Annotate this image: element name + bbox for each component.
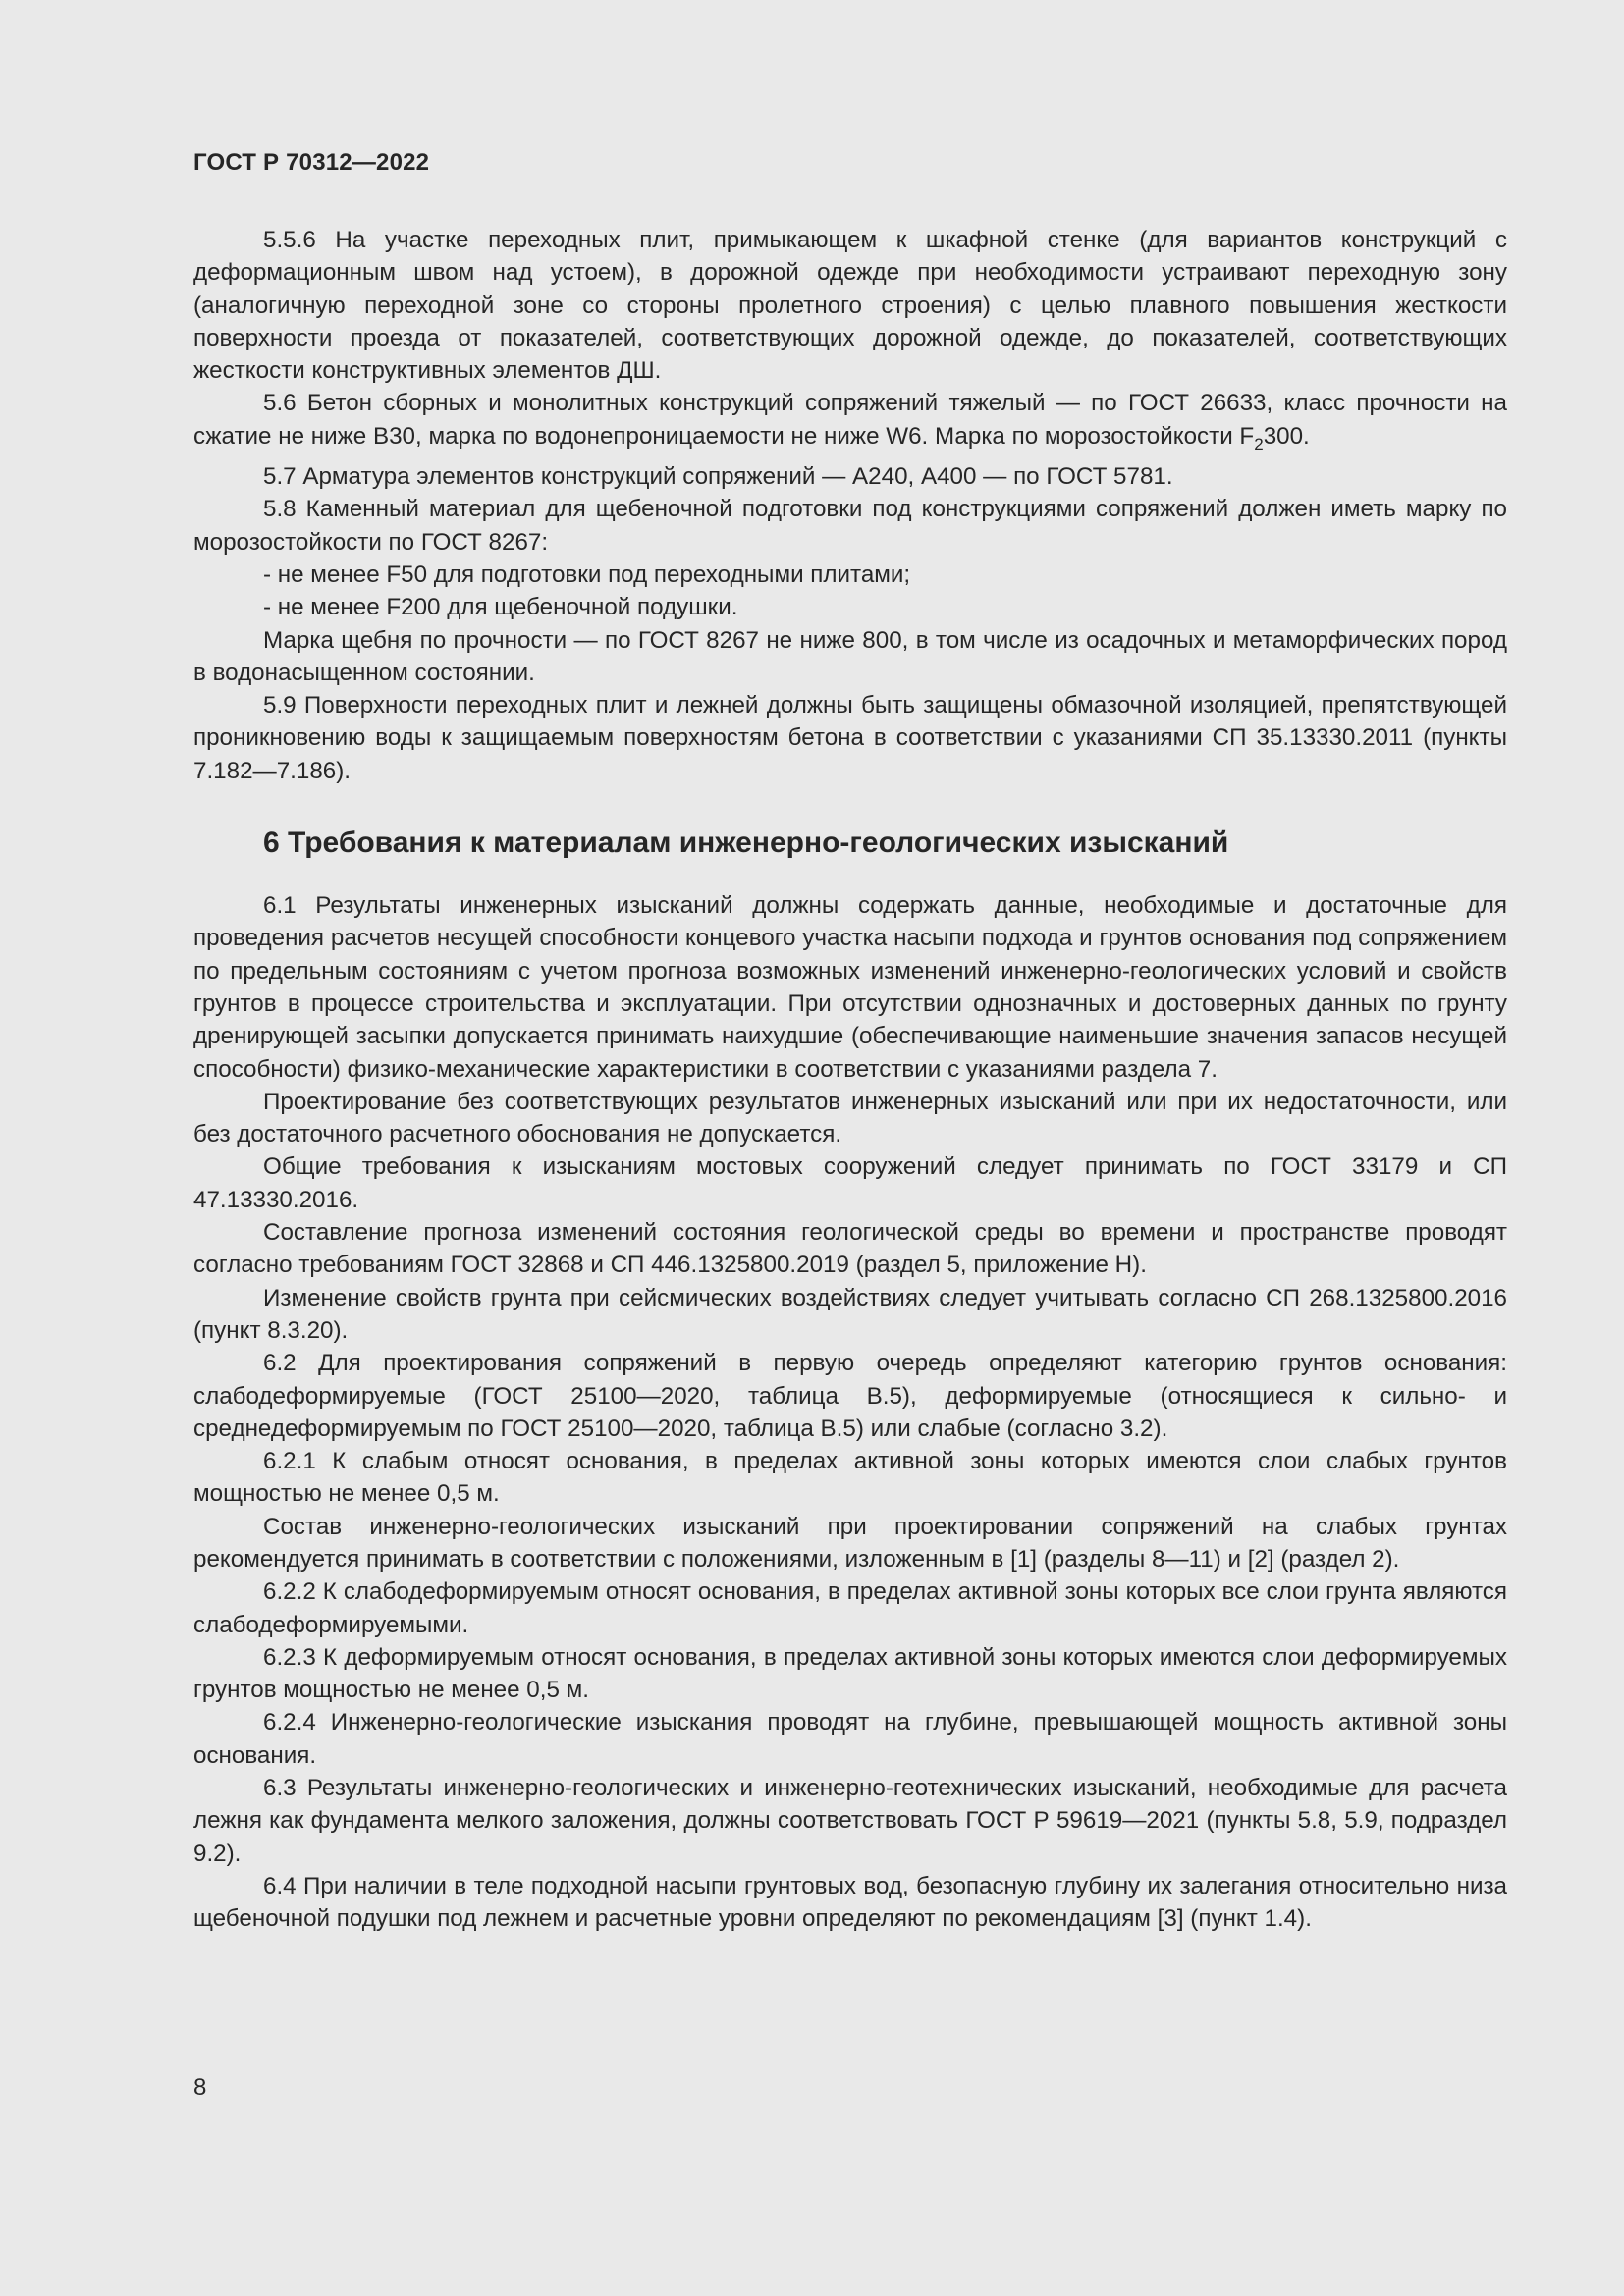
paragraph-5-8: 5.8 Каменный материал для щебеночной подготовки под конструкциями сопряжений должен иметь марку по морозостойкости по ГОСТ 8267: [193,496,1507,556]
standard-id-header: ГОСТ Р 70312—2022 [193,149,430,176]
paragraph-5-6 [193,387,1507,460]
paragraph-5-6-text: 5.6 Бетон сборных и монолитных конструкций сопряжений тяжелый — по ГОСТ 26633, класс прочности на сжатие не ниже В30, марка по водонепроницаемости не ниже W6. Марка по морозостойкости F [193,390,1507,450]
paragraph-6-1: 6.1 Результаты инженерных изысканий должны содержать данные, необходимые и достаточные для проведения расчетов несущей способности концевого участка насыпи подхода и грунтов основания под сопряжением по предельным состояниям с учетом прогноза возможных изменений инженерно-геологических условий и свойств грунтов в процессе строительства и эксплуатации. При отсутствии однозначных и достоверных данных по грунту дренирующей засыпки допускается принимать наихудшие (обеспечивающие наименьшие значения запасов несущей способности) физико-механические характеристики в соответствии с указаниями раздела 7. [193,892,1507,1083]
paragraph-6-2-3: 6.2.3 К деформируемым относят основания, в пределах активной зоны которых имеются слои деформируемых грунтов мощностью не менее 0,5 м. [193,1643,1507,1704]
paragraph-5-7: 5.7 Арматура элементов конструкций сопряжений — А240, А400 — по ГОСТ 5781. [263,463,1173,491]
page-number: 8 [193,2074,207,2101]
paragraph-6-1-seismic: Изменение свойств грунта при сейсмических воздействиях следует учитывать согласно СП 268.1325800.2016 (пункт 8.3.20). [193,1284,1507,1344]
paragraph-6-2-1-composition: Состав инженерно-геологических изысканий при проектировании сопряжений на слабых грунтах рекомендуется принимать в соответствии с положениями, изложенным в [1] (разделы 8—11) и [2] (раздел 2). [193,1513,1507,1573]
paragraph-6-3: 6.3 Результаты инженерно-геологических и инженерно-геотехнических изысканий, необходимые для расчета лежня как фундамента мелкого заложения, должны соответствовать ГОСТ Р 59619—2021 (пункты 5.8, 5.9, подраздел 9.2). [193,1775,1507,1867]
paragraph-6-1-design: Проектирование без соответствующих результатов инженерных изысканий или при их недостаточности, или без достаточного расчетного обоснования не допускается. [193,1088,1507,1148]
paragraph-6-2: 6.2 Для проектирования сопряжений в первую очередь определяют категорию грунтов основания: слабодеформируемые (ГОСТ 25100—2020, таблица В.5), деформируемые (относящиеся к сильно- и среднедеформируемым по ГОСТ 25100—2020, таблица В.5) или слабые (согласно 3.2). [193,1350,1507,1442]
paragraph-5-9: 5.9 Поверхности переходных плит и лежней должны быть защищены обмазочной изоляцией, препятствующей проникновению воды к защищаемым поверхностям бетона в соответствии с указаниями СП 35.13330.2011 (пункты 7.182—7.186). [193,692,1507,784]
paragraph-6-2-1: 6.2.1 К слабым относят основания, в пределах активной зоны которых имеются слои слабых грунтов мощностью не менее 0,5 м. [193,1448,1507,1508]
frost-grade-value: 300. [1263,422,1310,450]
section-6-heading: 6 Требования к материалам инженерно-геологических изысканий [263,827,1229,860]
paragraph-5-8-tail: Марка щебня по прочности — по ГОСТ 8267 не ниже 800, в том числе из осадочных и метаморфических пород в водонасыщенном состоянии. [193,626,1507,686]
paragraph-6-2-2: 6.2.2 К слабодеформируемым относят основания, в пределах активной зоны которых все слои грунта являются слабодеформируемыми. [193,1578,1507,1638]
frost-index-subscript: 2 [1254,434,1264,454]
paragraph-6-1-general: Общие требования к изысканиям мостовых сооружений следует принимать по ГОСТ 33179 и СП 47.13330.2016. [193,1153,1507,1213]
paragraph-5-5-6: 5.5.6 На участке переходных плит, примыкающем к шкафной стенке (для вариантов конструкций с деформационным швом над устоем), в дорожной одежде при необходимости устраивают переходную зону (аналогичную переходной зоне со стороны пролетного строения) с целью плавного повышения жесткости поверхности проезда от показателей, соответствующих дорожной одежде, до показателей, соответствующих жесткости конструктивных элементов ДШ. [193,227,1507,385]
list-item: - не менее F200 для щебеночной подушки. [263,594,738,621]
document-body [193,224,1507,1936]
list-item: - не менее F50 для подготовки под переходными плитами; [263,561,911,588]
paragraph-6-4: 6.4 При наличии в теле подходной насыпи грунтовых вод, безопасную глубину их залегания относительно низа щебеночной подушки под лежнем и расчетные уровни определяют по рекомендациям [3] (пункт 1.4). [193,1872,1507,1933]
paragraph-6-2-4: 6.2.4 Инженерно-геологические изыскания проводят на глубине, превышающей мощность активной зоны основания. [193,1709,1507,1769]
paragraph-6-1-forecast: Составление прогноза изменений состояния геологической среды во времени и пространстве проводят согласно требованиям ГОСТ 32868 и СП 446.1325800.2019 (раздел 5, приложение Н). [193,1219,1507,1279]
